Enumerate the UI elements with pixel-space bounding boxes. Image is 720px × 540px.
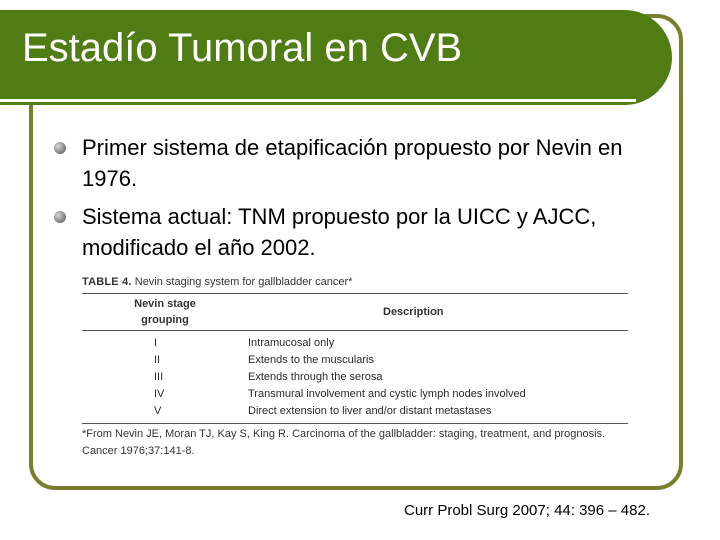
bullet-text: Primer sistema de etapificación propuesto por Nevin en 1976.	[82, 135, 623, 191]
staging-table-body	[82, 335, 628, 420]
bullet-text: Sistema actual: TNM propuesto por la UICC y AJCC, modificado el año 2002.	[82, 204, 597, 260]
table-caption-label: TABLE 4.	[82, 276, 132, 288]
slide-title: Estadío Tumoral en CVB	[22, 26, 463, 70]
description-cell: Direct extension to liver and/or distant metastases	[248, 405, 492, 417]
description-cell: Extends through the serosa	[248, 371, 383, 383]
source-citation: Curr Probl Surg 2007; 44: 396 – 482.	[404, 502, 650, 519]
bullet-dot-icon	[54, 142, 66, 154]
table-caption-text: Nevin staging system for gallbladder cancer*	[134, 276, 353, 288]
table-row	[82, 352, 628, 369]
staging-table-figure	[82, 276, 628, 460]
table-header-rule	[82, 330, 628, 331]
stage-cell: IV	[154, 388, 165, 400]
header-stage: Nevin stage grouping	[134, 298, 196, 326]
stage-cell: V	[154, 405, 162, 417]
stage-cell: III	[154, 371, 164, 383]
description-cell: Intramucosal only	[248, 337, 335, 349]
title-underline	[0, 99, 636, 102]
table-bottom-rule	[82, 423, 628, 424]
table-row	[82, 386, 628, 403]
table-caption	[82, 276, 628, 288]
table-row	[82, 335, 628, 352]
header-description: Description	[383, 306, 444, 318]
table-header-row	[82, 294, 628, 330]
stage-cell: II	[154, 354, 161, 366]
bullet-dot-icon	[54, 211, 66, 223]
description-cell: Transmural involvement and cystic lymph nodes involved	[248, 388, 526, 400]
table-row	[82, 403, 628, 420]
description-cell: Extends to the muscularis	[248, 354, 374, 366]
table-row	[82, 369, 628, 386]
table-footnote: *From Nevin JE, Moran TJ, Kay S, King R. Carcinoma of the gallbladder: staging, treatment, and prognosis. Cancer 1976;37:141-8.	[82, 428, 606, 457]
stage-cell: I	[154, 337, 158, 349]
staging-table	[82, 294, 628, 330]
